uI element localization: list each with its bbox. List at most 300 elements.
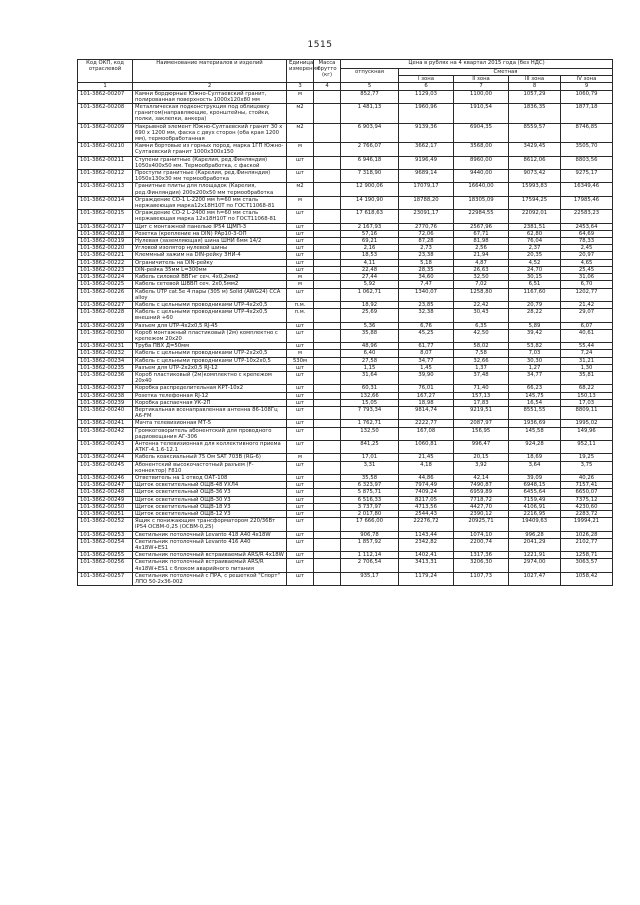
row-code: 101-3862-00249: [78, 496, 133, 503]
row-price-otpusk: 5 875,71: [341, 489, 399, 496]
table-row: [78, 474, 613, 481]
row-price-zone-2: 17,83: [454, 399, 509, 406]
row-price-zone-4: 8803,56: [561, 156, 613, 169]
row-unit: шт: [287, 252, 314, 259]
row-mass: [314, 552, 341, 559]
header-zone-3: III зона: [509, 76, 561, 83]
row-name: Труба ПВХ Д=50мм: [133, 343, 287, 350]
row-code: 101-3862-00247: [78, 482, 133, 489]
row-price-zone-3: 6455,64: [509, 489, 561, 496]
row-code: 101-3862-00210: [78, 143, 133, 156]
row-price-zone-4: 19994,21: [561, 518, 613, 531]
row-price-otpusk: 132,66: [341, 392, 399, 399]
row-code: 101-3862-00254: [78, 538, 133, 551]
row-price-zone-2: 1910,54: [454, 104, 509, 124]
table-row: [78, 281, 613, 288]
row-mass: [314, 531, 341, 538]
table-row: [78, 364, 613, 371]
header-otpusk: отпускная: [341, 69, 399, 83]
row-price-zone-3: 18,69: [509, 454, 561, 461]
row-price-otpusk: 18,92: [341, 301, 399, 308]
row-price-zone-2: 21,94: [454, 252, 509, 259]
row-mass: [314, 230, 341, 237]
row-price-zone-3: 2381,51: [509, 223, 561, 230]
row-price-zone-2: 71,40: [454, 385, 509, 392]
row-price-zone-4: 7157,41: [561, 482, 613, 489]
row-code: 101-3862-00213: [78, 183, 133, 196]
row-unit: шт: [287, 427, 314, 440]
row-price-zone-3: 76,04: [509, 238, 561, 245]
header-zone-1: I зона: [399, 76, 454, 83]
row-unit: м: [287, 90, 314, 103]
table-row: [78, 538, 613, 551]
row-name: Проступи гранитные (Карелия, ред.Финляндия) 1050х130х30 мм термообработка: [133, 170, 287, 183]
row-price-zone-3: 15993,83: [509, 183, 561, 196]
row-price-otpusk: 17,01: [341, 454, 399, 461]
row-price-zone-2: 2390,12: [454, 511, 509, 518]
row-price-otpusk: 2,16: [341, 245, 399, 252]
row-name: Коробка распаечная УК-2П: [133, 399, 287, 406]
row-price-otpusk: 1 062,71: [341, 288, 399, 301]
row-price-zone-4: 952,11: [561, 440, 613, 453]
table-row: [78, 288, 613, 301]
row-code: 101-3862-00231: [78, 343, 133, 350]
row-mass: [314, 474, 341, 481]
row-price-zone-4: 3505,70: [561, 143, 613, 156]
row-price-zone-2: 6959,89: [454, 489, 509, 496]
row-mass: [314, 309, 341, 322]
table-row: [78, 371, 613, 384]
row-code: 101-3862-00228: [78, 309, 133, 322]
row-mass: [314, 511, 341, 518]
row-price-zone-1: 167,08: [399, 427, 454, 440]
row-unit: шт: [287, 461, 314, 474]
row-unit: шт: [287, 364, 314, 371]
row-price-zone-4: 150,13: [561, 392, 613, 399]
row-price-zone-4: 68,22: [561, 385, 613, 392]
row-mass: [314, 503, 341, 510]
row-name: Кабель коаксиальный 75 Ом SAT 703B (RG-6): [133, 454, 287, 461]
row-mass: [314, 274, 341, 281]
row-mass: [314, 329, 341, 342]
row-price-zone-2: 32,50: [454, 274, 509, 281]
row-code: 101-3862-00232: [78, 350, 133, 357]
row-price-zone-3: 145,58: [509, 427, 561, 440]
row-price-zone-2: 7,02: [454, 281, 509, 288]
price-table: [77, 59, 613, 586]
row-price-zone-2: 6,35: [454, 322, 509, 329]
row-price-zone-4: 22583,23: [561, 210, 613, 223]
row-price-otpusk: 6,40: [341, 350, 399, 357]
col-number: 7: [454, 83, 509, 90]
table-row: [78, 461, 613, 474]
row-price-zone-4: 17985,46: [561, 196, 613, 209]
row-code: 101-3862-00222: [78, 259, 133, 266]
row-price-otpusk: 17 666,00: [341, 518, 399, 531]
row-name: Кабель с цельными проводниками UTP-4х2х0,5: [133, 301, 287, 308]
row-price-zone-4: 1060,79: [561, 90, 613, 103]
row-mass: [314, 440, 341, 453]
col-number: 6: [399, 83, 454, 90]
row-price-otpusk: 57,16: [341, 230, 399, 237]
row-mass: [314, 461, 341, 474]
row-price-zone-4: 40,26: [561, 474, 613, 481]
table-row: [78, 559, 613, 572]
row-code: 101-3862-00226: [78, 288, 133, 301]
row-name: Накрывной элемент Южно-Султаевский гранит 30 х 690 х 1200 мм, фаска с двух сторон (оба края 1200 мм), термообработанная: [133, 123, 287, 143]
row-price-zone-2: 1100,00: [454, 90, 509, 103]
row-name: Коробка распределительная КРТ-10х2: [133, 385, 287, 392]
row-price-zone-2: 30,43: [454, 309, 509, 322]
table-row: [78, 223, 613, 230]
row-price-zone-3: 6,51: [509, 281, 561, 288]
row-price-zone-4: 8746,85: [561, 123, 613, 143]
row-unit: шт: [287, 559, 314, 572]
row-name: Светильник потолочный с ПРА, с решеткой "Спорт" ЛПО 50-2х36-002: [133, 572, 287, 585]
row-mass: [314, 364, 341, 371]
row-price-zone-3: 1221,91: [509, 552, 561, 559]
row-price-otpusk: 7 318,90: [341, 170, 399, 183]
row-name: Ограждение СО-1 L-2200 мм h=60 мм сталь нержавеющая марка12х18Н10Т по ГОСТ11068-81: [133, 196, 287, 209]
row-code: 101-3862-00241: [78, 420, 133, 427]
row-mass: [314, 252, 341, 259]
row-price-zone-3: 8612,06: [509, 156, 561, 169]
row-price-zone-1: 45,25: [399, 329, 454, 342]
row-code: 101-3862-00215: [78, 210, 133, 223]
row-price-zone-4: 1058,42: [561, 572, 613, 585]
row-price-zone-2: 7,58: [454, 350, 509, 357]
page-number: 1515: [307, 40, 333, 50]
row-price-otpusk: 35,58: [341, 474, 399, 481]
row-code: 101-3862-00217: [78, 223, 133, 230]
row-price-zone-2: 996,47: [454, 440, 509, 453]
row-mass: [314, 399, 341, 406]
row-mass: [314, 482, 341, 489]
header-name: Наименование материалов и изделий: [133, 60, 287, 83]
header-zone-2: II зона: [454, 76, 509, 83]
row-price-otpusk: 906,78: [341, 531, 399, 538]
table-row: [78, 259, 613, 266]
row-price-zone-4: 21,42: [561, 301, 613, 308]
row-unit: шт: [287, 210, 314, 223]
row-unit: шт: [287, 259, 314, 266]
row-price-zone-1: 44,86: [399, 474, 454, 481]
row-price-otpusk: 25,69: [341, 309, 399, 322]
row-price-zone-2: 1107,73: [454, 572, 509, 585]
row-price-otpusk: 17 618,63: [341, 210, 399, 223]
row-price-zone-1: 9689,14: [399, 170, 454, 183]
table-row: [78, 301, 613, 308]
row-mass: [314, 288, 341, 301]
row-mass: [314, 281, 341, 288]
row-name: Кабель с цельными проводниками UTP-4х2х0,5 внешний +60: [133, 309, 287, 322]
row-code: 101-3862-00227: [78, 301, 133, 308]
row-price-otpusk: 31,64: [341, 371, 399, 384]
row-unit: шт: [287, 288, 314, 301]
row-price-zone-3: 7,03: [509, 350, 561, 357]
row-unit: м: [287, 281, 314, 288]
row-mass: [314, 518, 341, 531]
row-price-zone-1: 3662,17: [399, 143, 454, 156]
row-price-zone-3: 9073,42: [509, 170, 561, 183]
row-price-zone-1: 9814,74: [399, 406, 454, 419]
row-code: 101-3862-00223: [78, 266, 133, 273]
row-mass: [314, 104, 341, 124]
row-price-zone-2: 1258,80: [454, 288, 509, 301]
row-code: 101-3862-00230: [78, 329, 133, 342]
row-price-zone-2: 1,37: [454, 364, 509, 371]
row-code: 101-3862-00224: [78, 274, 133, 281]
row-price-zone-4: 9275,17: [561, 170, 613, 183]
row-unit: шт: [287, 440, 314, 453]
row-price-zone-1: 1340,07: [399, 288, 454, 301]
row-unit: м: [287, 143, 314, 156]
row-price-zone-2: 58,02: [454, 343, 509, 350]
row-price-zone-3: 53,82: [509, 343, 561, 350]
row-price-zone-2: 3206,30: [454, 559, 509, 572]
row-price-zone-1: 34,77: [399, 357, 454, 364]
row-mass: [314, 266, 341, 273]
row-unit: шт: [287, 343, 314, 350]
row-price-otpusk: 27,44: [341, 274, 399, 281]
row-price-zone-1: 1179,24: [399, 572, 454, 585]
row-mass: [314, 245, 341, 252]
row-name: Кабель с цельными проводниками UTP-10х2х0,5: [133, 357, 287, 364]
table-row: [78, 427, 613, 440]
row-unit: шт: [287, 266, 314, 273]
row-mass: [314, 572, 341, 585]
row-price-zone-3: 16,54: [509, 399, 561, 406]
row-name: Щиток осветительный ОЩВ-48 УХЛ4: [133, 482, 287, 489]
row-code: 101-3862-00252: [78, 518, 133, 531]
table-row: [78, 392, 613, 399]
table-row: [78, 143, 613, 156]
row-price-zone-4: 1202,77: [561, 288, 613, 301]
row-price-zone-1: 6,76: [399, 322, 454, 329]
row-code: 101-3862-00234: [78, 357, 133, 364]
row-price-zone-1: 7974,49: [399, 482, 454, 489]
row-code: 101-3862-00244: [78, 454, 133, 461]
col-number: 9: [561, 83, 613, 90]
row-unit: шт: [287, 406, 314, 419]
row-unit: шт: [287, 223, 314, 230]
row-price-zone-1: 18,98: [399, 399, 454, 406]
row-price-zone-4: 7,24: [561, 350, 613, 357]
row-code: 101-3862-00248: [78, 489, 133, 496]
table-row: [78, 329, 613, 342]
table-row: [78, 123, 613, 143]
row-mass: [314, 538, 341, 551]
row-mass: [314, 496, 341, 503]
row-code: 101-3862-00242: [78, 427, 133, 440]
row-mass: [314, 489, 341, 496]
row-price-zone-4: 7375,12: [561, 496, 613, 503]
row-price-zone-1: 61,77: [399, 343, 454, 350]
row-price-zone-1: 5,18: [399, 259, 454, 266]
row-code: 101-3862-00221: [78, 252, 133, 259]
row-price-zone-1: 2342,82: [399, 538, 454, 551]
row-unit: шт: [287, 329, 314, 342]
row-price-zone-3: 924,28: [509, 440, 561, 453]
table-row: [78, 196, 613, 209]
row-code: 101-3862-00256: [78, 559, 133, 572]
col-number: 5: [341, 83, 399, 90]
row-price-zone-2: 157,13: [454, 392, 509, 399]
table-row: [78, 210, 613, 223]
row-unit: шт: [287, 474, 314, 481]
row-code: 101-3862-00243: [78, 440, 133, 453]
row-name: DIN-рейка 35мм L=300мм: [133, 266, 287, 273]
row-price-zone-3: 3429,45: [509, 143, 561, 156]
row-price-otpusk: 1 112,14: [341, 552, 399, 559]
row-price-zone-4: 40,61: [561, 329, 613, 342]
row-name: Щиток осветительный ОЩВ-12 У3: [133, 511, 287, 518]
row-unit: м2: [287, 183, 314, 196]
row-unit: шт: [287, 399, 314, 406]
row-mass: [314, 196, 341, 209]
row-price-zone-1: 2544,43: [399, 511, 454, 518]
row-price-zone-3: 1027,47: [509, 572, 561, 585]
row-price-zone-3: 2,37: [509, 245, 561, 252]
row-price-zone-1: 3413,31: [399, 559, 454, 572]
row-name: Металлическая подконструкция под облицовку гранитом(направляющие, кронштейны, стойки, полки, заклепки, анкера): [133, 104, 287, 124]
row-mass: [314, 392, 341, 399]
row-name: Щиток осветительный ОЩВ-30 У3: [133, 496, 287, 503]
row-price-otpusk: 5,92: [341, 281, 399, 288]
row-price-zone-3: 20,35: [509, 252, 561, 259]
row-mass: [314, 170, 341, 183]
row-price-zone-4: 1026,28: [561, 531, 613, 538]
row-price-zone-3: 7159,49: [509, 496, 561, 503]
row-unit: м: [287, 196, 314, 209]
row-price-zone-3: 39,09: [509, 474, 561, 481]
row-unit: шт: [287, 489, 314, 496]
row-price-zone-2: 37,48: [454, 371, 509, 384]
row-price-otpusk: 935,17: [341, 572, 399, 585]
row-mass: [314, 559, 341, 572]
row-code: 101-3862-00236: [78, 371, 133, 384]
row-unit: шт: [287, 538, 314, 551]
row-unit: шт: [287, 371, 314, 384]
row-name: Разъем для UTP-2х2х0,5 RJ-12: [133, 364, 287, 371]
row-name: Гранитные плиты для площадок (Карелия, ред.Финляндия) 200х200х50 мм термообработка: [133, 183, 287, 196]
table-row: [78, 170, 613, 183]
row-price-zone-2: 22,42: [454, 301, 509, 308]
row-price-zone-4: 64,69: [561, 230, 613, 237]
row-price-zone-1: 18788,20: [399, 196, 454, 209]
row-price-otpusk: 2 167,93: [341, 223, 399, 230]
row-price-zone-4: 149,96: [561, 427, 613, 440]
col-number: 4: [314, 83, 341, 90]
header-mass: Масса брутто (кг): [314, 60, 341, 83]
table-row: [78, 230, 613, 237]
row-price-otpusk: 18,53: [341, 252, 399, 259]
table-row: [78, 90, 613, 103]
row-price-zone-1: 4713,56: [399, 503, 454, 510]
row-price-zone-4: 31,21: [561, 357, 613, 364]
row-price-zone-3: 20,79: [509, 301, 561, 308]
row-price-zone-3: 28,22: [509, 309, 561, 322]
row-mass: [314, 183, 341, 196]
row-price-zone-4: 3,75: [561, 461, 613, 474]
row-unit: м2: [287, 123, 314, 143]
row-price-zone-3: 30,15: [509, 274, 561, 281]
row-price-zone-1: 39,90: [399, 371, 454, 384]
row-name: Светильник потолочный встраиваемый ARS/R 4х18W: [133, 552, 287, 559]
row-price-zone-4: 4,65: [561, 259, 613, 266]
row-price-zone-1: 1402,41: [399, 552, 454, 559]
row-price-otpusk: 27,58: [341, 357, 399, 364]
row-price-zone-3: 17594,25: [509, 196, 561, 209]
row-price-otpusk: 2 766,07: [341, 143, 399, 156]
row-name: Нулевая (заземляющая) шина ШНИ 6мм 14/2: [133, 238, 287, 245]
row-price-otpusk: 852,77: [341, 90, 399, 103]
row-code: 101-3862-00246: [78, 474, 133, 481]
row-name: Светильник потолочный встраиваемый ARS/R 4х18W+ES1 с блоком аварийного питания: [133, 559, 287, 572]
row-code: 101-3862-00220: [78, 245, 133, 252]
row-mass: [314, 350, 341, 357]
row-price-zone-1: 22276,72: [399, 518, 454, 531]
row-mass: [314, 238, 341, 245]
table-row: [78, 274, 613, 281]
table-row: [78, 531, 613, 538]
row-price-otpusk: 6 903,94: [341, 123, 399, 143]
row-price-otpusk: 2 017,80: [341, 511, 399, 518]
row-price-zone-1: 1143,44: [399, 531, 454, 538]
table-row: [78, 406, 613, 419]
row-price-zone-1: 28,35: [399, 266, 454, 273]
row-price-otpusk: 841,25: [341, 440, 399, 453]
row-price-zone-1: 34,60: [399, 274, 454, 281]
row-unit: шт: [287, 230, 314, 237]
row-price-zone-3: 39,42: [509, 329, 561, 342]
row-price-zone-1: 7409,24: [399, 489, 454, 496]
row-price-zone-3: 30,30: [509, 357, 561, 364]
row-price-otpusk: 5,36: [341, 322, 399, 329]
row-mass: [314, 143, 341, 156]
row-mass: [314, 406, 341, 419]
row-unit: 530м: [287, 357, 314, 364]
row-unit: шт: [287, 322, 314, 329]
row-unit: м: [287, 274, 314, 281]
row-mass: [314, 90, 341, 103]
row-price-zone-3: 1,27: [509, 364, 561, 371]
row-price-otpusk: 2 706,54: [341, 559, 399, 572]
col-number: 2: [133, 83, 287, 90]
row-price-zone-4: 55,44: [561, 343, 613, 350]
row-name: Мачта телевизионная МТ-5: [133, 420, 287, 427]
row-price-zone-1: 1060,81: [399, 440, 454, 453]
row-price-zone-2: 1317,36: [454, 552, 509, 559]
row-price-otpusk: 48,96: [341, 343, 399, 350]
row-price-otpusk: 69,21: [341, 238, 399, 245]
row-price-zone-4: 6,70: [561, 281, 613, 288]
row-name: Громкоговоритель абонентский для проводного радиовещания АГ-306: [133, 427, 287, 440]
row-price-zone-1: 1,45: [399, 364, 454, 371]
row-price-zone-3: 4106,91: [509, 503, 561, 510]
row-price-zone-4: 78,33: [561, 238, 613, 245]
row-name: Угловой изолятор нулевой шины: [133, 245, 287, 252]
row-code: 101-3862-00229: [78, 322, 133, 329]
row-name: Кабель сетевой ШВВП сеч. 2х0,5мм2: [133, 281, 287, 288]
row-unit: шт: [287, 420, 314, 427]
table-row: [78, 252, 613, 259]
row-price-zone-4: 25,45: [561, 266, 613, 273]
row-price-zone-2: 8960,00: [454, 156, 509, 169]
row-mass: [314, 210, 341, 223]
row-name: Вертикальная всенаправленная антенна 86-108Гц А6-FM: [133, 406, 287, 419]
header-code: Код ОКП, код отраслевой: [78, 60, 133, 83]
